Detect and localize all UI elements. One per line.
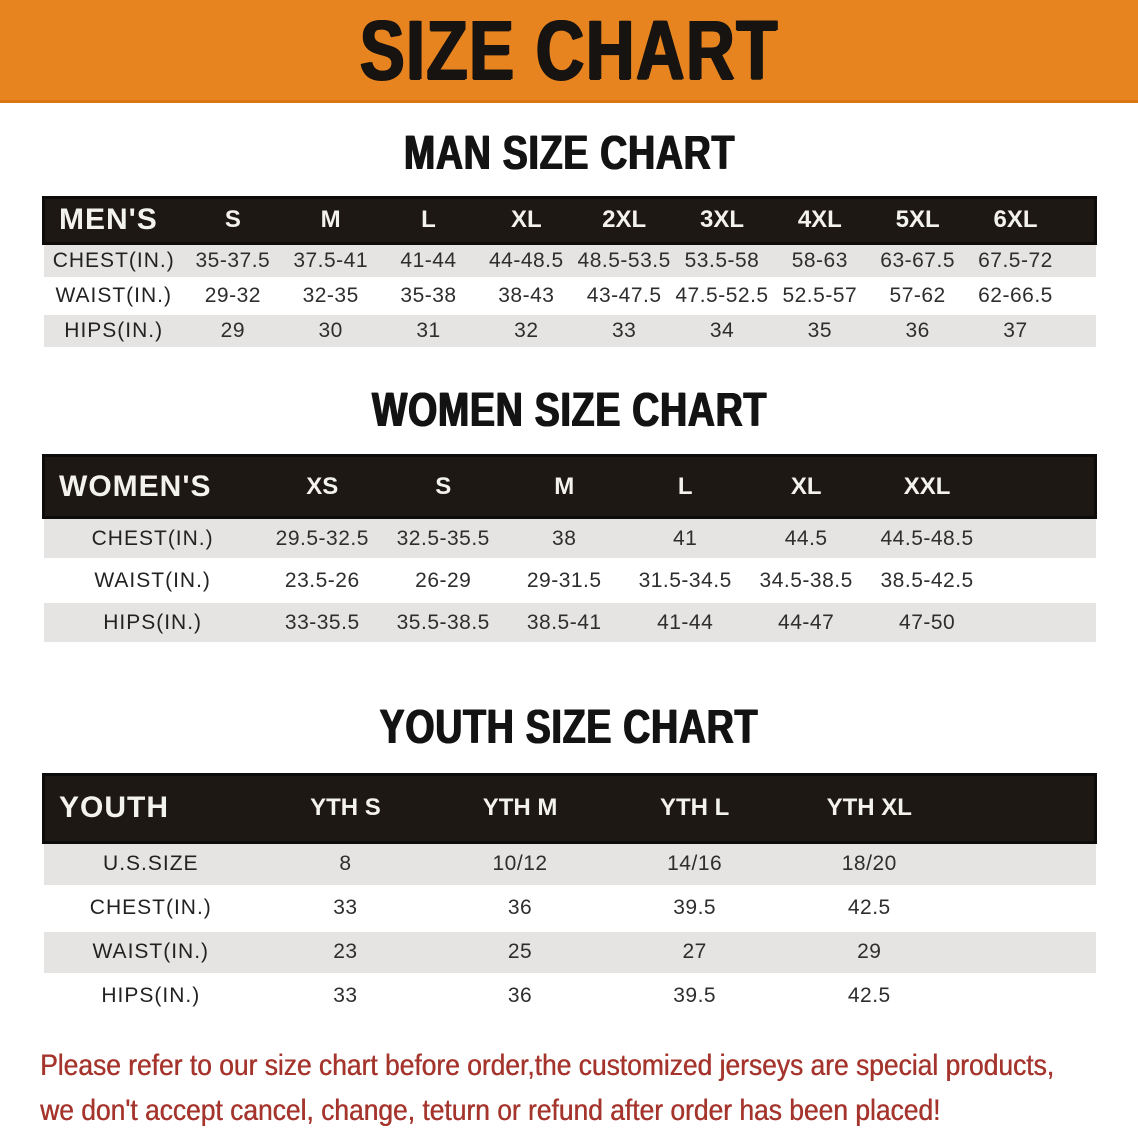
men-table-body xyxy=(44,243,1096,348)
size-value-cell: 57-62 xyxy=(869,278,967,313)
table-group-label: MEN'S xyxy=(44,197,184,243)
size-value-cell: 31.5-34.5 xyxy=(625,560,746,602)
row-label: WAIST(IN.) xyxy=(44,560,262,602)
row-label: CHEST(IN.) xyxy=(44,886,259,930)
size-value-cell: 33 xyxy=(258,886,433,930)
men-section-heading-text: MAN SIZE CHART xyxy=(403,127,735,180)
size-value-cell: 26-29 xyxy=(383,560,504,602)
spacer-cell xyxy=(988,456,1096,518)
size-value-cell: 29 xyxy=(782,930,957,974)
table-row xyxy=(44,518,1096,560)
size-value-cell: 39.5 xyxy=(607,974,782,1018)
size-value-cell: 37.5-41 xyxy=(282,243,380,278)
size-value-cell: 36 xyxy=(869,313,967,348)
table-row xyxy=(44,243,1096,278)
spacer-cell xyxy=(1064,197,1095,243)
size-value-cell: 42.5 xyxy=(782,974,957,1018)
size-value-cell: 29-32 xyxy=(184,278,282,313)
size-value-cell: 53.5-58 xyxy=(673,243,771,278)
table-group-label: YOUTH xyxy=(44,774,259,842)
men-size-table xyxy=(42,196,1097,350)
spacer-cell xyxy=(957,974,1096,1018)
row-label: HIPS(IN.) xyxy=(44,313,184,348)
size-value-cell: 44.5 xyxy=(746,518,867,560)
size-value-cell: 35 xyxy=(771,313,869,348)
size-value-cell: 47-50 xyxy=(867,602,988,644)
row-label: WAIST(IN.) xyxy=(44,930,259,974)
size-value-cell: 36 xyxy=(433,886,608,930)
women-section-heading xyxy=(0,382,1138,440)
size-value-cell: 38.5-41 xyxy=(504,602,625,644)
size-value-cell: 41 xyxy=(625,518,746,560)
size-value-cell: 43-47.5 xyxy=(575,278,673,313)
size-column-header: S xyxy=(184,197,282,243)
spacer-cell xyxy=(988,602,1096,644)
size-value-cell: 52.5-57 xyxy=(771,278,869,313)
size-column-header: YTH L xyxy=(607,774,782,842)
table-row xyxy=(44,930,1096,974)
row-label: HIPS(IN.) xyxy=(44,974,259,1018)
size-value-cell: 29.5-32.5 xyxy=(262,518,383,560)
size-value-cell: 44-47 xyxy=(746,602,867,644)
disclaimer xyxy=(40,1046,1138,1132)
size-value-cell: 44-48.5 xyxy=(477,243,575,278)
row-label: CHEST(IN.) xyxy=(44,243,184,278)
size-value-cell: 38 xyxy=(504,518,625,560)
size-value-cell: 30 xyxy=(282,313,380,348)
size-column-header: XS xyxy=(262,456,383,518)
men-section-heading xyxy=(0,125,1138,183)
page-title-text: SIZE CHART xyxy=(359,3,779,97)
size-value-cell: 38-43 xyxy=(477,278,575,313)
size-value-cell: 58-63 xyxy=(771,243,869,278)
youth-section-heading xyxy=(0,699,1138,757)
size-column-header: L xyxy=(380,197,478,243)
size-value-cell: 35-38 xyxy=(380,278,478,313)
women-header-row xyxy=(44,456,1096,518)
size-column-header: YTH S xyxy=(258,774,433,842)
page-title xyxy=(307,3,831,97)
men-header-row xyxy=(44,197,1096,243)
women-section-heading-text: WOMEN SIZE CHART xyxy=(371,383,767,437)
row-label: WAIST(IN.) xyxy=(44,278,184,313)
spacer-cell xyxy=(1064,313,1095,348)
size-value-cell: 36 xyxy=(433,974,608,1018)
size-column-header: S xyxy=(383,456,504,518)
size-value-cell: 31 xyxy=(380,313,478,348)
size-column-header: M xyxy=(282,197,380,243)
disclaimer-line-1-text: Please refer to our size chart before order,the customized jerseys are special products, xyxy=(40,1048,1054,1082)
size-column-header: XXL xyxy=(867,456,988,518)
men-section xyxy=(0,125,1138,350)
spacer-cell xyxy=(988,518,1096,560)
size-value-cell: 48.5-53.5 xyxy=(575,243,673,278)
size-column-header: XL xyxy=(746,456,867,518)
size-value-cell: 44.5-48.5 xyxy=(867,518,988,560)
size-column-header: YTH XL xyxy=(782,774,957,842)
table-group-label: WOMEN'S xyxy=(44,456,262,518)
spacer-cell xyxy=(988,560,1096,602)
table-row xyxy=(44,842,1096,886)
size-value-cell: 8 xyxy=(258,842,433,886)
size-value-cell: 42.5 xyxy=(782,886,957,930)
size-value-cell: 33 xyxy=(258,974,433,1018)
table-row xyxy=(44,313,1096,348)
size-value-cell: 23 xyxy=(258,930,433,974)
spacer-cell xyxy=(957,930,1096,974)
disclaimer-line-2 xyxy=(40,1091,1138,1132)
size-column-header: XL xyxy=(477,197,575,243)
youth-section xyxy=(0,699,1138,1020)
size-value-cell: 37 xyxy=(967,313,1065,348)
size-value-cell: 29 xyxy=(184,313,282,348)
size-value-cell: 23.5-26 xyxy=(262,560,383,602)
youth-size-table xyxy=(42,773,1097,1020)
row-label: HIPS(IN.) xyxy=(44,602,262,644)
spacer-cell xyxy=(957,886,1096,930)
spacer-cell xyxy=(957,842,1096,886)
size-value-cell: 41-44 xyxy=(380,243,478,278)
size-value-cell: 32 xyxy=(477,313,575,348)
women-table-body xyxy=(44,518,1096,644)
row-label: U.S.SIZE xyxy=(44,842,259,886)
size-value-cell: 47.5-52.5 xyxy=(673,278,771,313)
disclaimer-line-1 xyxy=(40,1046,1138,1091)
size-column-header: 2XL xyxy=(575,197,673,243)
table-row xyxy=(44,560,1096,602)
size-value-cell: 63-67.5 xyxy=(869,243,967,278)
size-value-cell: 27 xyxy=(607,930,782,974)
row-label: CHEST(IN.) xyxy=(44,518,262,560)
size-value-cell: 34.5-38.5 xyxy=(746,560,867,602)
size-value-cell: 33-35.5 xyxy=(262,602,383,644)
size-value-cell: 32-35 xyxy=(282,278,380,313)
size-column-header: M xyxy=(504,456,625,518)
table-row xyxy=(44,602,1096,644)
spacer-cell xyxy=(1064,278,1095,313)
size-value-cell: 33 xyxy=(575,313,673,348)
size-column-header: 3XL xyxy=(673,197,771,243)
size-column-header: YTH M xyxy=(433,774,608,842)
size-column-header: 5XL xyxy=(869,197,967,243)
banner xyxy=(0,0,1138,103)
women-section xyxy=(0,382,1138,646)
size-column-header: 4XL xyxy=(771,197,869,243)
size-value-cell: 35-37.5 xyxy=(184,243,282,278)
size-value-cell: 32.5-35.5 xyxy=(383,518,504,560)
size-column-header: L xyxy=(625,456,746,518)
size-value-cell: 14/16 xyxy=(607,842,782,886)
size-value-cell: 62-66.5 xyxy=(967,278,1065,313)
youth-section-heading-text: YOUTH SIZE CHART xyxy=(379,701,759,755)
table-row xyxy=(44,974,1096,1018)
size-value-cell: 29-31.5 xyxy=(504,560,625,602)
spacer-cell xyxy=(957,774,1096,842)
youth-header-row xyxy=(44,774,1096,842)
youth-table-body xyxy=(44,842,1096,1018)
size-value-cell: 39.5 xyxy=(607,886,782,930)
size-value-cell: 25 xyxy=(433,930,608,974)
size-value-cell: 67.5-72 xyxy=(967,243,1065,278)
size-value-cell: 10/12 xyxy=(433,842,608,886)
size-column-header: 6XL xyxy=(967,197,1065,243)
size-value-cell: 18/20 xyxy=(782,842,957,886)
size-value-cell: 34 xyxy=(673,313,771,348)
size-value-cell: 38.5-42.5 xyxy=(867,560,988,602)
women-size-table xyxy=(42,454,1097,645)
size-value-cell: 41-44 xyxy=(625,602,746,644)
spacer-cell xyxy=(1064,243,1095,278)
size-value-cell: 35.5-38.5 xyxy=(383,602,504,644)
table-row xyxy=(44,278,1096,313)
table-row xyxy=(44,886,1096,930)
disclaimer-line-2-text: we don't accept cancel, change, teturn or refund after order has been placed! xyxy=(40,1093,941,1127)
